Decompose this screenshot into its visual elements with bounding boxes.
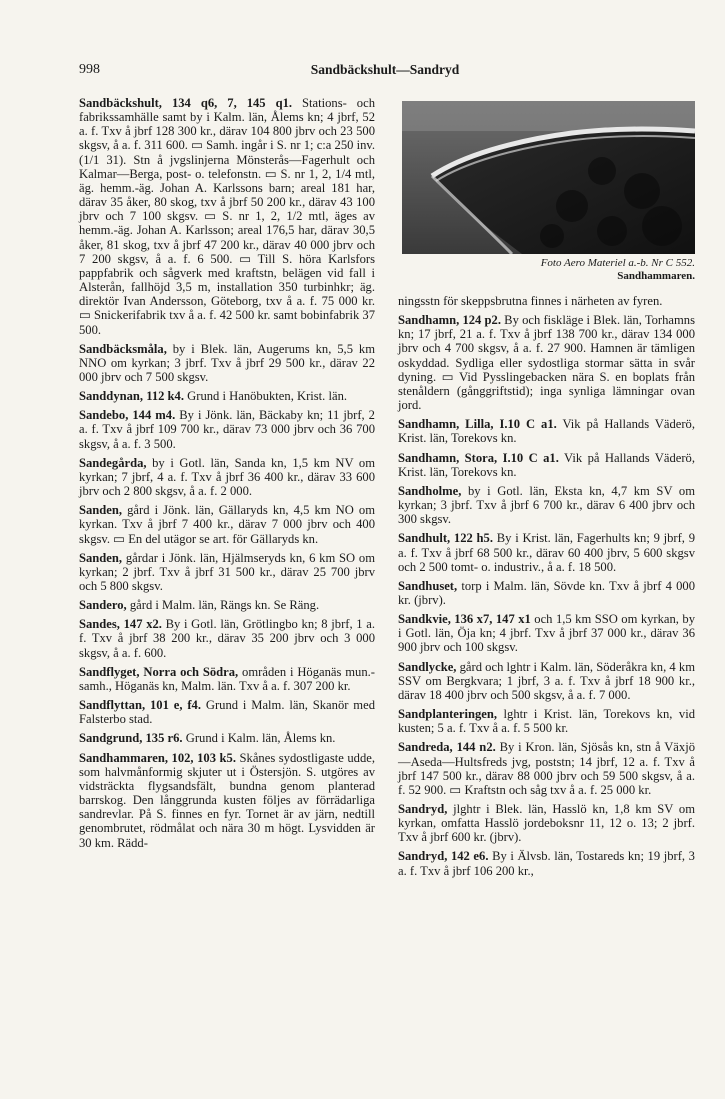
dictionary-entry — [79, 617, 375, 659]
entry-headword: Sanden, — [79, 503, 123, 518]
entry-body: Skånes sydostligaste udde, som halvmånformig skjuter ut i Östersjön. S. utgöres av vidsträckta flygsandsfält, bundna genom planterad barrskog. Den långgrunda kusten följes av förrädarliga sandrevlar. På S. finnes en fyr. Tornet är av järn, nedtill genombrutet, rödmålat och nära 30 m högt. Lysvidden är 30 km. Rädd- — [79, 750, 375, 850]
entry-headword: Sanddynan, 112 k4. — [79, 389, 185, 404]
entry-body: Vik på Hallands Väderö, Krist. län, Torekovs kn. — [398, 450, 695, 479]
entry-body: Stations- och fabrikssamhälle samt by i Kalm. län, Ålems kn; 4 jbrf, 52 a. f. Txv å jbrf 128 300 kr., därav 104 800 jbrv och 23 500 skgsv, å a. f. 311 600. ▭ Samh. ingår i S. nr 1; c:a 250 inv. (1/1 31). Stn å jvgslinjerna Mönsterås—Fagerhult och Kalmar—Berga, post- o. telefonstn. ▭ S. nr 1, 2, 1/4 mtl, äg. hemm.-äg. Johan A. Karlssons barn; areal 181 har, därav 35 åker, 80 skog, txv å jbrf 50 200 kr., därav 43 100 jbrv och 7 100 skgsv. ▭ S. nr 1, 2, 1/2 mtl, äges av hemm.-äg. Johan A. Karlsson; areal 176,5 har, därav 30,5 åker, 81 skog, txv å jbrf 47 200 kr., därav 40 000 jbrv och 7 200 skgsv, å a. f. 6 500. ▭ Till S. höra Karlsfors pappfabrik och sågverk med kraftstn, belägen vid fall i Alsterån, fallhöjd 3,5 m, installation 350 turbinhkr; äg. direktör Ivan Andersson, Göteborg, txv å a. f. 75 000 kr. ▭ Snickerifabrik txv å a. f. 42 500 kr. samt bobinfabrik 37 500. — [79, 96, 375, 337]
entry-body: gård och lghtr i Kalm. län, Söderåkra kn, 4 km SSV om Bergkvara; 1 jbrf, 3 a. f. Txv å jbrf 18 900 kr., därav 18 400 jbrv och 500 skgsv, å a. f. 7 000. — [398, 659, 695, 702]
dictionary-entry — [398, 531, 695, 573]
entry-body: Grund i Malm. län, Skanör med Falsterbo stad. — [79, 698, 375, 727]
entry-headword: Sandryd, — [398, 802, 448, 816]
dictionary-entry — [79, 408, 375, 450]
entry-body: gård i Malm. län, Rängs kn. Se Räng. — [126, 598, 320, 613]
entry-body: By i Kron. län, Sjösås kn, stn å Växjö—Aseda—Hultsfreds jvg, poststn; 14 jbrf, 12 a. f. Txv å jbrf 147 500 kr., därav 88 000 jbrv och 59 500 skgsv, å a. f. 52 900. ▭ Kraftstn och såg txv å a. f. 25 000 kr. — [398, 740, 695, 797]
entry-headword: Sandreda, 144 n2. — [398, 740, 496, 755]
dictionary-entry — [79, 551, 375, 593]
entry-headword: Sandero, — [79, 598, 127, 613]
entry-headword: Sandhamn, Stora, I.10 C a1. — [398, 450, 559, 465]
entry-body: ningsstn för skeppsbrutna finnes i närheten av fyren. — [398, 294, 663, 308]
aerial-photo — [402, 101, 695, 254]
entry-headword: Sandholme, — [398, 483, 462, 498]
dictionary-entry — [79, 456, 375, 498]
entry-headword: Sanden, — [79, 550, 123, 565]
entry-body: By och fiskläge i Blek. län, Torhamns kn; 17 jbrf, 21 a. f. Txv å jbrf 138 700 kr., därav 134 000 jbrv och 4 700 skgsv, å a. f. 27 900. Hamnen är tämligen oskyddad. Sydliga eller sydostliga stormar sätta in svår dyning. ▭ Vid Pysslingebacken nära S. en boplats från stenåldern (gånggriftstid); inga synliga lämningar ovan jord. — [398, 313, 695, 413]
entry-body: by i Gotl. län, Eksta kn, 4,7 km SV om kyrkan; 3 jbrf. Txv å jbrf 6 700 kr., därav 6 400 jbrv och 300 skgsv. — [398, 483, 695, 527]
entry-body: By i Jönk. län, Bäckaby kn; 11 jbrf, 2 a. f. Txv å jbrf 109 700 kr., därav 73 000 jbrv och 36 700 skgsv, å a. f. 3 500. — [79, 408, 375, 451]
entry-headword: Sandbäckshult, 134 q6, 7, 145 q1. — [79, 96, 293, 110]
entry-body: by i Blek. län, Augerums kn, 5,5 km NNO om kyrkan; 3 jbrf. Txv å jbrf 29 500 kr., därav 22 000 jbrv och 7 500 skgsv. — [79, 341, 375, 384]
entry-body: Grund i Kalm. län, Ålems kn. — [182, 731, 336, 746]
dictionary-entry — [79, 96, 375, 337]
entry-headword: Sandhuset, — [398, 578, 458, 593]
photo-caption: Sandhammaren. — [617, 270, 695, 282]
entry-headword: Sandflyttan, 101 e, f4. — [79, 698, 201, 713]
entry-body: by i Gotl. län, Sanda kn, 1,5 km NV om kyrkan; 7 jbrf, 4 a. f. Txv å jbrf 36 400 kr., därav 33 600 jbrv och 2 800 skgsv, å a. f. 2 000. — [79, 455, 375, 499]
dictionary-entry — [79, 389, 375, 403]
entry-headword: Sandebo, 144 m4. — [79, 408, 176, 423]
entry-body: och 1,5 km SSO om kyrkan, by i Gotl. län, Öja kn; 4 jbrf. Txv å jbrf 37 000 kr., därav 36 900 jbrv och 100 skgsv. — [398, 612, 696, 655]
left-column — [79, 96, 375, 855]
entry-headword: Sandhamn, 124 p2. — [398, 313, 501, 328]
dictionary-entry — [79, 698, 375, 726]
dictionary-entry — [398, 313, 695, 412]
entry-headword: Sandryd, 142 e6. — [398, 849, 489, 864]
entry-headword: Sandplanteringen, — [398, 707, 498, 722]
dictionary-entry — [398, 417, 695, 445]
dictionary-entry — [79, 665, 375, 693]
dictionary-entry — [398, 451, 695, 479]
entry-headword: Sandkvie, 136 x7, 147 x1 — [398, 612, 531, 627]
dictionary-entry — [398, 579, 695, 607]
entry-headword: Sandes, 147 x2. — [79, 617, 162, 632]
entry-body: torp i Malm. län, Sövde kn. Txv å jbrf 4 000 kr. (jbrv). — [398, 578, 695, 607]
dictionary-entry — [398, 802, 695, 844]
entry-headword: Sandhamn, Lilla, I.10 C a1. — [398, 417, 557, 432]
dictionary-entry — [79, 731, 375, 745]
entry-headword: Sandlycke, — [398, 659, 457, 674]
dictionary-entry — [398, 484, 695, 526]
entry-body: By i Älvsb. län, Tostareds kn; 19 jbrf, 3 a. f. Txv å jbrf 106 200 kr., — [398, 849, 695, 878]
photo-credit: Foto Aero Materiel a.-b. Nr C 552. — [540, 257, 695, 269]
dictionary-entry — [79, 751, 375, 850]
entry-headword: Sandbäcksmåla, — [79, 341, 167, 356]
entry-headword: Sandhult, 122 h5. — [398, 531, 493, 546]
entry-body: By i Krist. län, Fagerhults kn; 9 jbrf, 9 a. f. Txv å jbrf 68 500 kr., därav 60 400 jbrv, 5 600 skgsv och 2 500 tomt- o. industriv., å a. f. 18 500. — [398, 531, 695, 574]
entry-body: gård i Jönk. län, Gällaryds kn, 4,5 km NO om kyrkan. Txv å jbrf 7 400 kr., därav 7 000 jbrv och 400 skgsv. ▭ En del utägor se art. för Gällaryds kn. — [79, 503, 375, 546]
entry-body: By i Gotl. län, Grötlingbo kn; 8 jbrf, 1 a. f. Txv å jbrf 38 200 kr., därav 35 200 jbrv och 3 000 skgsv, å a. f. 600. — [79, 617, 375, 660]
entry-headword: Sandgrund, 135 r6. — [79, 731, 183, 746]
dictionary-entry — [398, 849, 695, 877]
dictionary-entry — [398, 740, 695, 797]
dictionary-entry — [79, 342, 375, 384]
aerial-photo-image — [402, 101, 695, 254]
entry-body: gårdar i Jönk. län, Hjälmseryds kn, 6 km SO om kyrkan; 2 jbrf. Txv å jbrf 31 500 kr., därav 25 700 jbrv och 5 800 skgsv. — [79, 550, 375, 593]
dictionary-entry — [398, 660, 695, 702]
entry-headword: Sandegårda, — [79, 455, 147, 470]
dictionary-entry — [79, 503, 375, 545]
running-title: Sandbäckshult—Sandryd — [310, 62, 460, 77]
entry-body: områden i Höganäs mun.-samh., Höganäs kn, Malm. län. Txv å a. f. 307 200 kr. — [79, 664, 375, 693]
entry-headword: Sandflyget, Norra och Södra, — [79, 664, 239, 679]
page-number: 998 — [79, 62, 100, 77]
dictionary-entry — [398, 707, 695, 735]
dictionary-entry — [398, 294, 695, 308]
entry-body: Grund i Hanöbukten, Krist. län. — [184, 389, 348, 404]
entry-body: lghtr i Krist. län, Torekovs kn, vid kusten; 5 a. f. Txv å a. f. 5 500 kr. — [398, 707, 695, 736]
dictionary-entry — [79, 598, 375, 612]
right-column — [398, 294, 695, 883]
entry-body: Vik på Hallands Väderö, Krist. län, Torekovs kn. — [398, 417, 695, 446]
entry-headword: Sandhammaren, 102, 103 k5. — [79, 750, 236, 765]
entry-body: jlghtr i Blek. län, Hasslö kn, 1,8 km SV om kyrkan, omfatta Hasslö jordeboksnr 11, 12 o. 13; 2 jbrf. Txv å jbrf 600 kr. (jbrv). — [398, 802, 695, 845]
dictionary-entry — [398, 612, 695, 654]
